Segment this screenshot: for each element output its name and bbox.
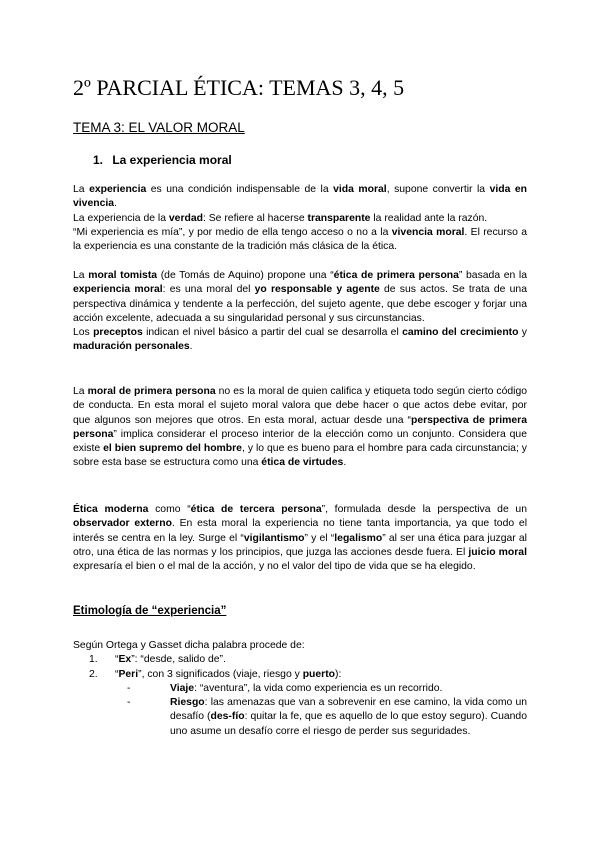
topic-heading: TEMA 3: EL VALOR MORAL (73, 120, 245, 135)
block-experiencia (73, 183, 527, 254)
list-item: 1. “Ex”: “desde, salido de”. (89, 654, 226, 666)
paragraph: La moral de primera persona no es la moral de quien califica y etiqueta todo según cierto código de conducta. En esta moral el sujeto moral valora que debe hacer o que actos debe evitar, por que algunos son mejores que otros. En esta moral, actuar desde una “perspectiva de primera persona” implica considerar el proceso interior de la elección como un conjunto. Considera que existe el bien supremo del hombre, y lo que es bueno para el hombre para cada circunstancia; y sobre esta base se estructura como una ética de virtudes. (73, 386, 527, 469)
paragraph: Ética moderna como “ética de tercera persona”, formulada desde la perspectiva de un observador externo. En esta moral la experiencia no tiene tanta importancia, ya que todo el interés se centra en la ley. Surge el “vigilantismo” y el “legalismo” al ser una ética para juzgar al otro, una ética de las normas y los principios, que juzga las acciones desde fuera. El juicio moral expresaría el bien o el mal de la acción, y no el valor del tipo de vida que se ha elegido. (73, 504, 528, 573)
paragraph: La experiencia es una condición indispensable de la vida moral, supone convertir la vida en vivencia. (73, 184, 527, 210)
paragraph: La experiencia de la verdad: Se refiere al hacerse transparente la realidad ante la razón. (73, 212, 488, 224)
sub-list-item: - Viaje: “aventura”, la vida como experiencia es un recorrido. (127, 682, 443, 694)
paragraph: “Mi experiencia es mía”, y por medio de ella tengo acceso o no a la vivencia moral. El recurso a la experiencia es una constante de la tradición más clásica de la ética. (73, 226, 527, 253)
paragraph: La moral tomista (de Tomás de Aquino) propone una “ética de primera persona” basada en la experiencia moral: es una moral del yo responsable y agente de sus actos. Se trata de una perspectiva dinámica y tendente a la perfección, del sujeto agente, que debe escoger y forjar una acción excelente, adecuada a su singularidad personal y sus circunstancias. (73, 270, 528, 324)
document-title: 2º PARCIAL ÉTICA: TEMAS 3, 4, 5 (73, 75, 405, 100)
section-number: 1. (93, 153, 104, 167)
paragraph: Los preceptos indican el nivel básico a partir del cual se desarrolla el camino del crecimiento y maduración personales. (73, 327, 527, 353)
block-primera-persona (73, 385, 527, 471)
etymology-block (73, 639, 527, 739)
section-title: La experiencia moral (112, 153, 232, 167)
sub-list-item: - Riesgo: las amenazas que van a sobrevenir en ese camino, la vida como un desafío (des-fío: quitar la fe, que es aquello de lo que estoy seguro). Cuando uno asume un desafío corre el riesgo de perder sus seguridades. (127, 697, 527, 737)
etymology-intro: Según Ortega y Gasset dicha palabra procede de: (73, 640, 305, 651)
block-etica-moderna (73, 503, 527, 574)
section-heading (93, 152, 232, 168)
list-item: 2. “Peri”, con 3 significados (viaje, riesgo y puerto): (89, 668, 342, 680)
etymology-heading: Etimología de “experiencia” (73, 605, 227, 617)
block-moral-tomista (73, 269, 527, 355)
